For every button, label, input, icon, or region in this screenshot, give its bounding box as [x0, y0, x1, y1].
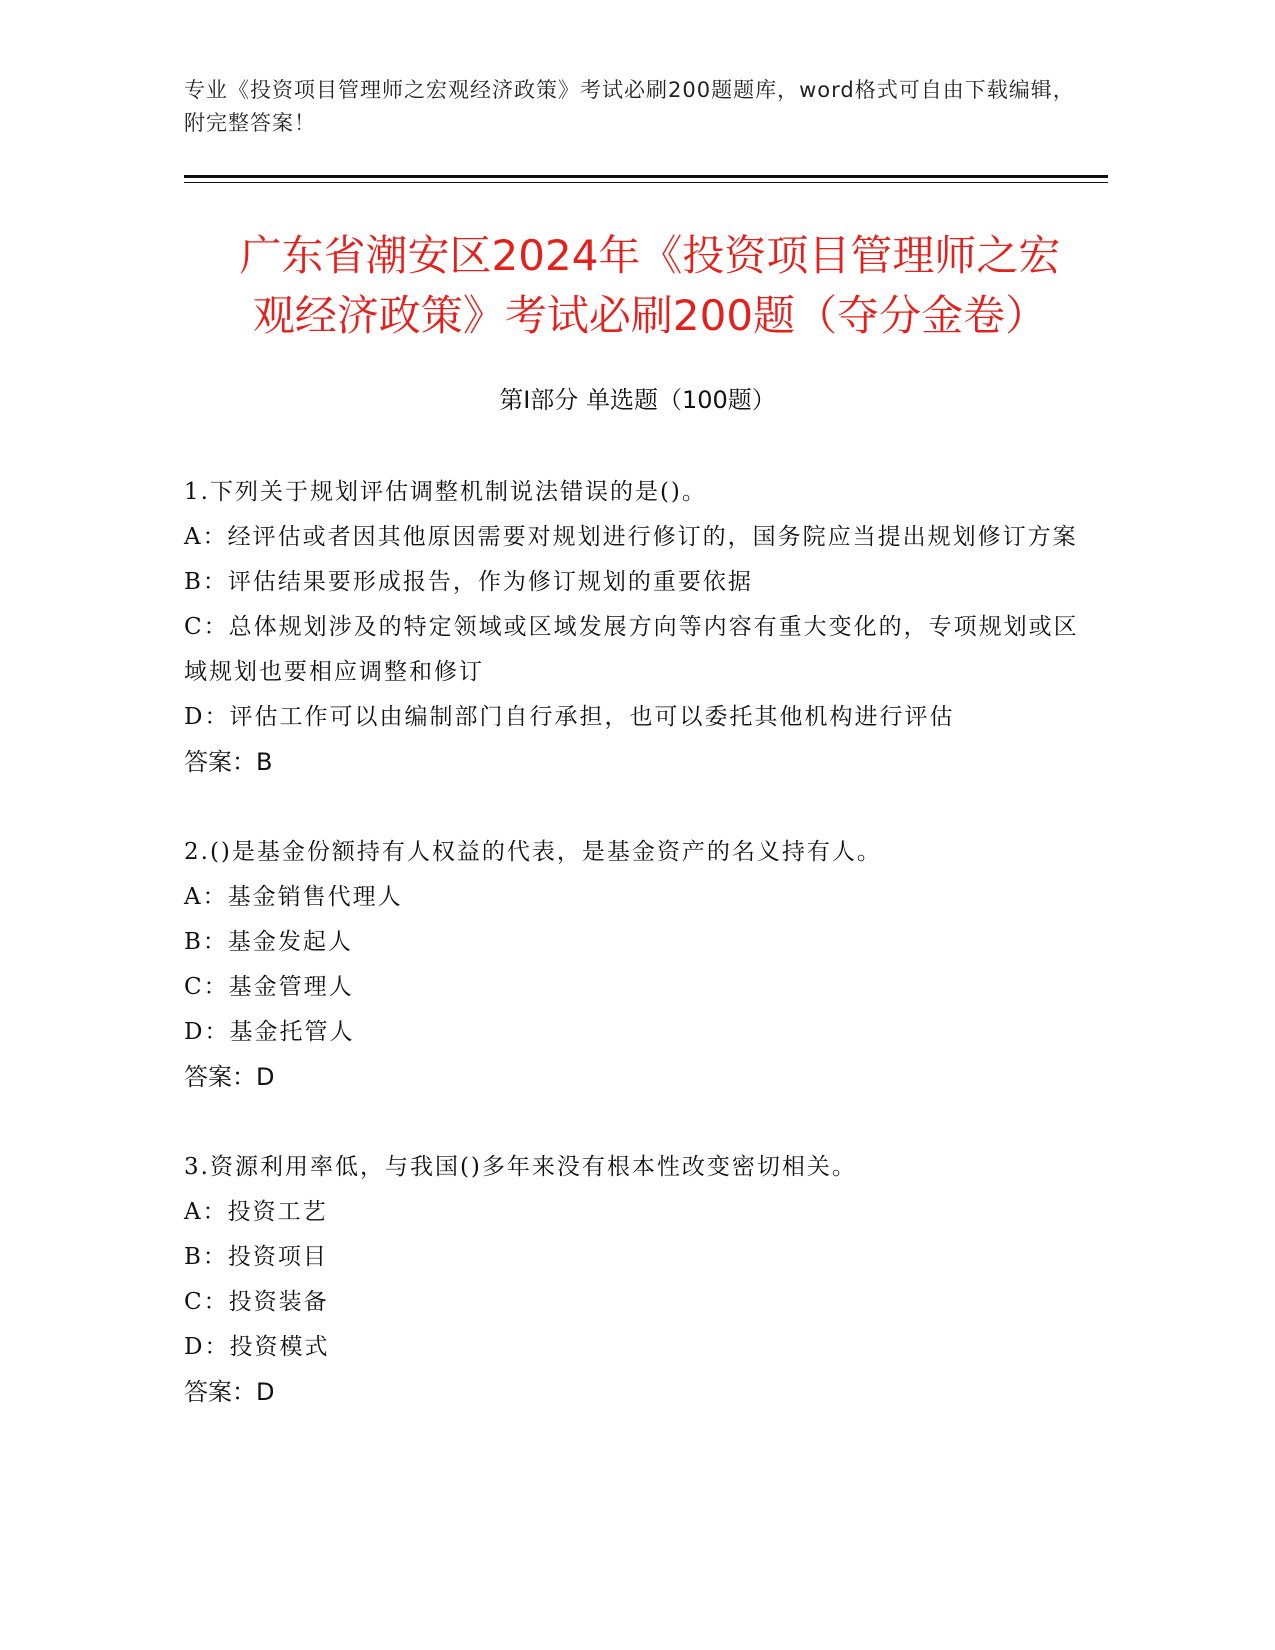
- header-divider-thin: [184, 182, 1108, 183]
- question-3: [184, 1145, 1084, 1415]
- answer: 答案：D: [184, 1378, 275, 1406]
- option-c: C：投资装备: [184, 1289, 329, 1315]
- document-title-line-2: 观经济政策》考试必刷200题（夺分金卷）: [252, 291, 1048, 340]
- document-title: [170, 226, 1130, 346]
- option-b: B：评估结果要形成报告，作为修订规划的重要依据: [184, 569, 753, 595]
- question-2: [184, 830, 1084, 1100]
- question-stem: 2.()是基金份额持有人权益的代表，是基金资产的名义持有人。: [184, 839, 882, 865]
- option-c: C：总体规划涉及的特定领域或区域发展方向等内容有重大变化的，专项规划或区域规划也要相应调整和修订: [184, 614, 1079, 685]
- header-divider-thick: [184, 175, 1108, 178]
- option-a: A：投资工艺: [184, 1199, 328, 1225]
- option-a: A：经评估或者因其他原因需要对规划进行修订的，国务院应当提出规划修订方案: [184, 524, 1078, 550]
- option-d: D：投资模式: [184, 1334, 330, 1360]
- header-note: 专业《投资项目管理师之宏观经济政策》考试必刷200题题库，word格式可自由下载编辑，附完整答案！: [184, 78, 1075, 135]
- option-a: A：基金销售代理人: [184, 884, 403, 910]
- section-heading: 第I部分 单选题（100题）: [499, 386, 776, 414]
- answer: 答案：D: [184, 1063, 275, 1091]
- option-b: B：投资项目: [184, 1244, 328, 1270]
- document-title-line-1: 广东省潮安区2024年《投资项目管理师之宏: [239, 231, 1061, 280]
- question-1: [184, 470, 1084, 785]
- option-c: C：基金管理人: [184, 974, 354, 1000]
- question-stem: 3.资源利用率低，与我国()多年来没有根本性改变密切相关。: [184, 1154, 857, 1180]
- question-list: [184, 470, 1084, 1460]
- option-d: D：评估工作可以由编制部门自行承担，也可以委托其他机构进行评估: [184, 704, 955, 730]
- option-b: B：基金发起人: [184, 929, 353, 955]
- option-d: D：基金托管人: [184, 1019, 355, 1045]
- answer: 答案：B: [184, 748, 273, 776]
- question-stem: 1.下列关于规划评估调整机制说法错误的是()。: [184, 479, 707, 505]
